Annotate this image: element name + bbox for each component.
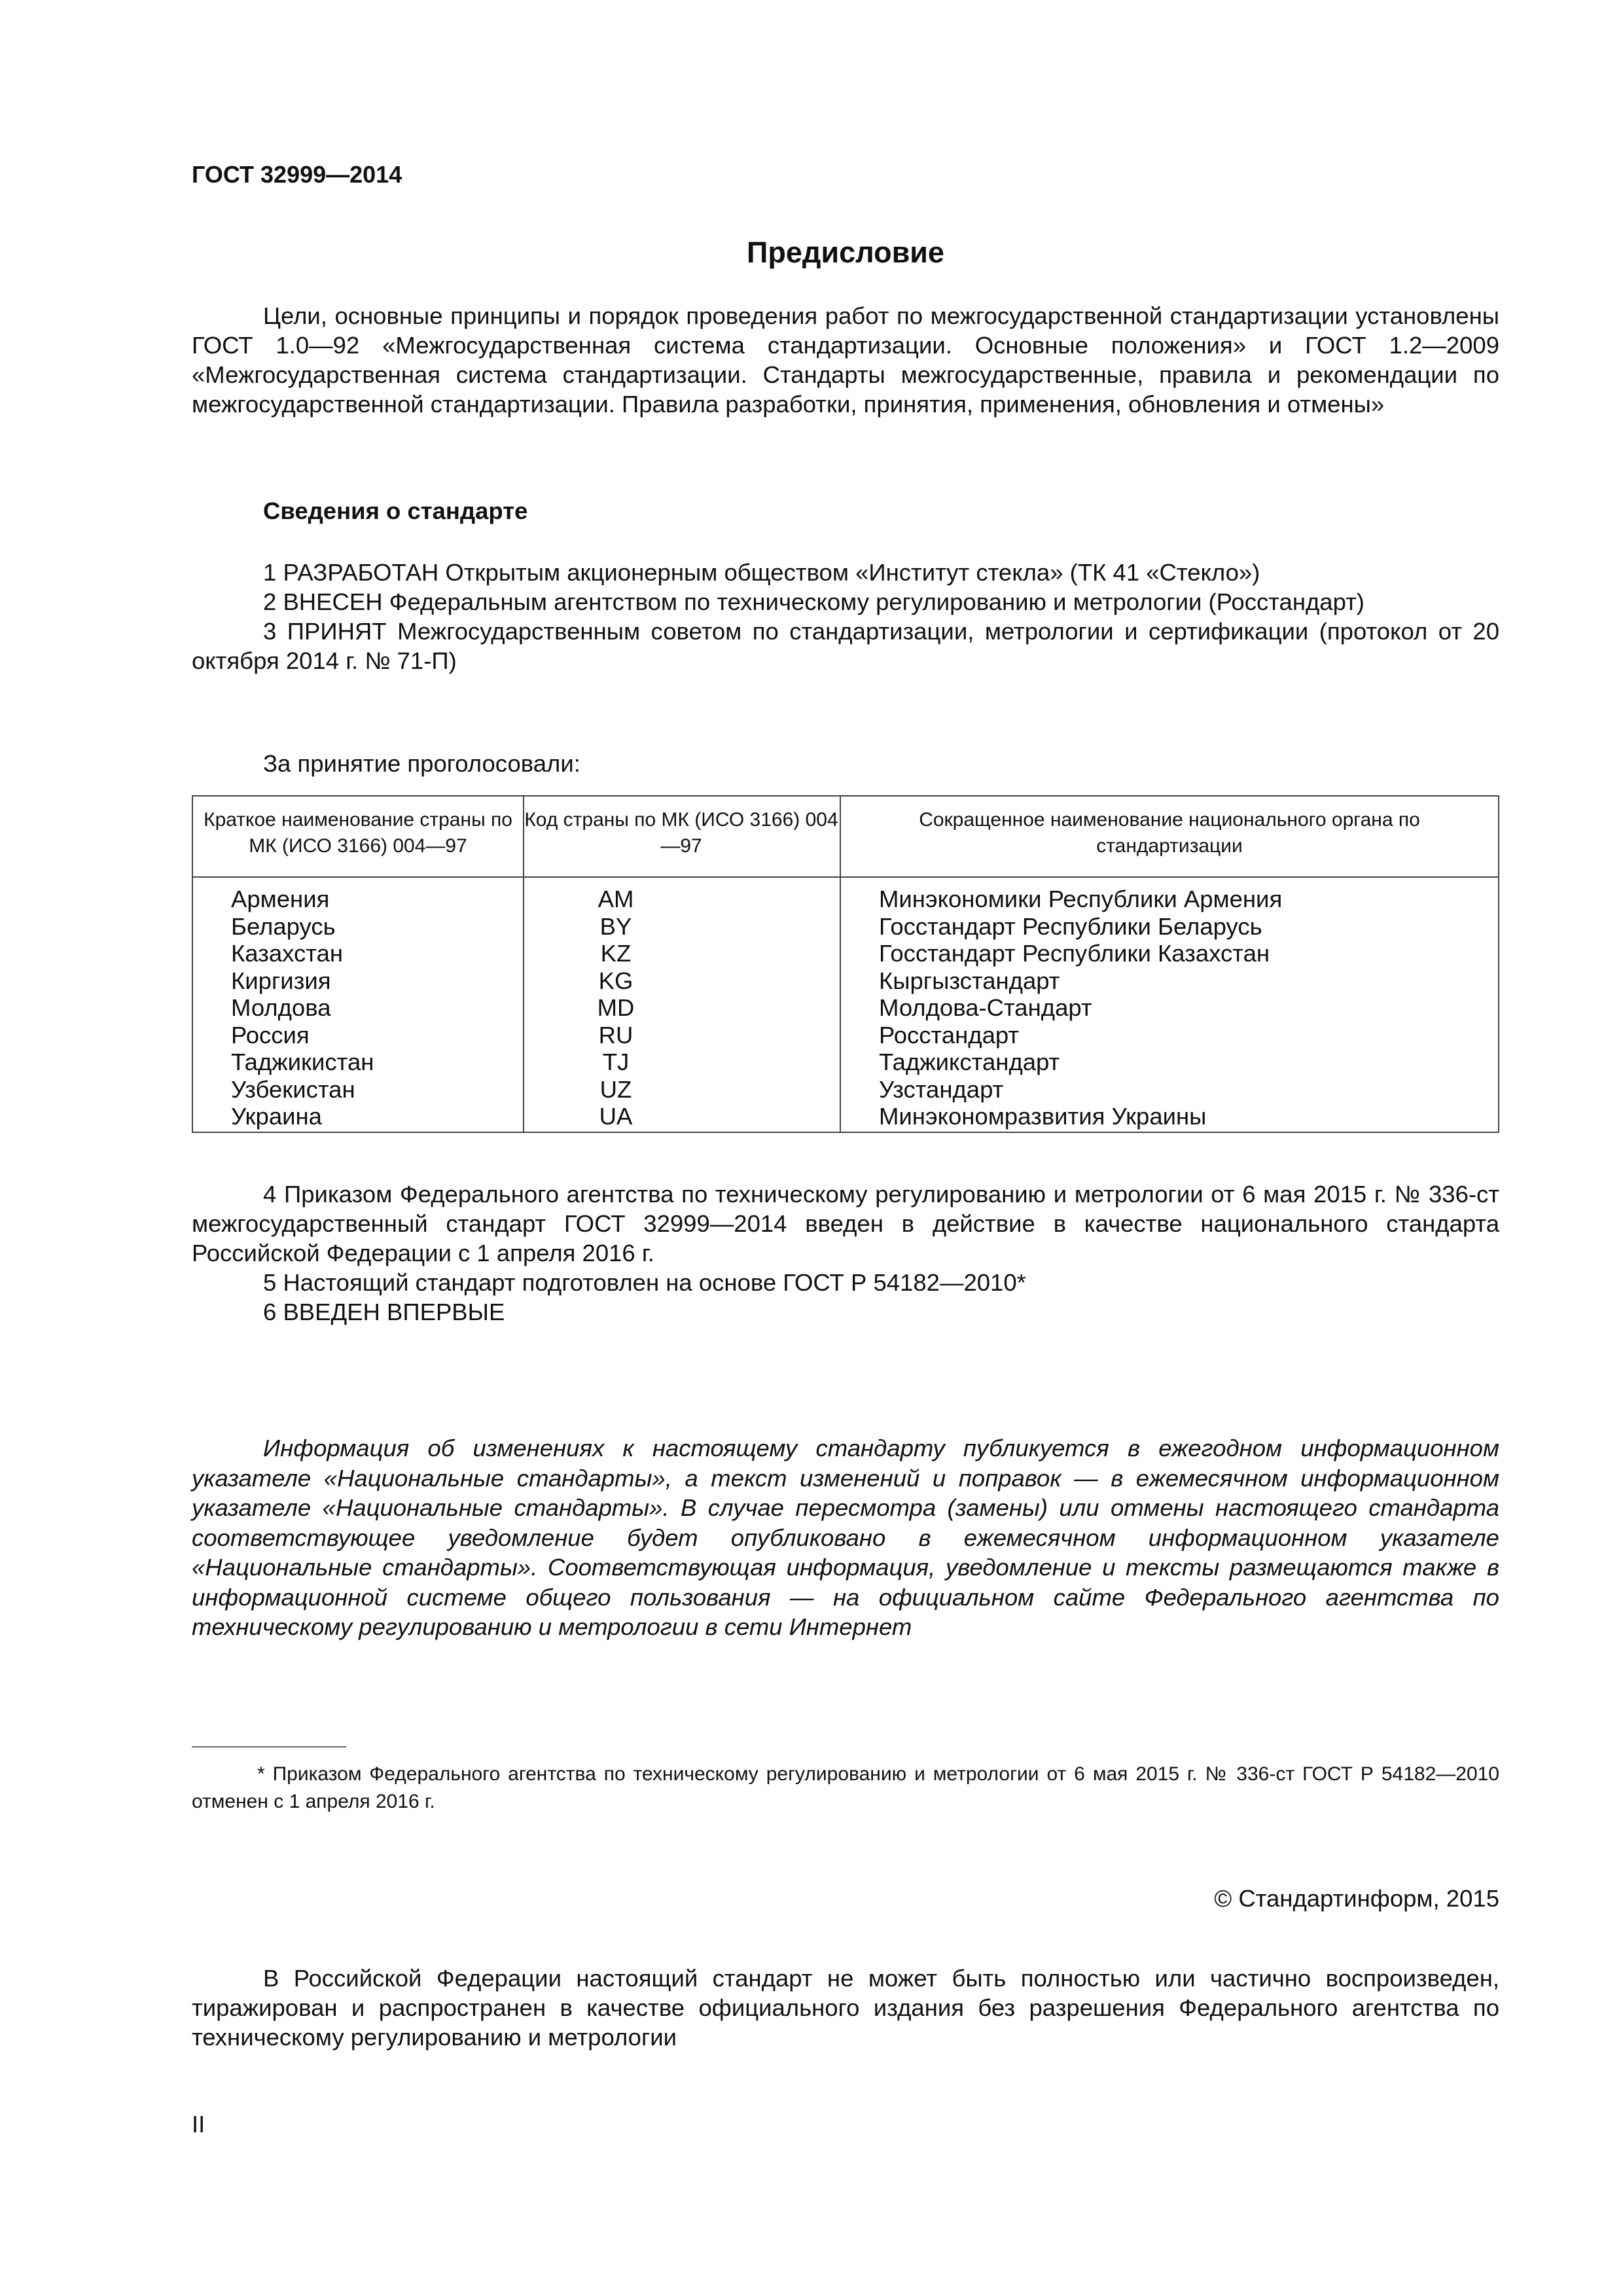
table-header-code: Код страны по МК (ИСО 3166) 004—97 [524, 809, 838, 857]
body-cell: Госстандарт Республики Казахстан [879, 940, 1270, 967]
body-cell: Таджикстандарт [879, 1049, 1060, 1075]
body-cell: Молдова-Стандарт [879, 994, 1092, 1021]
document-code: ГОСТ 32999—2014 [192, 161, 402, 188]
code-cell: BY [599, 912, 632, 940]
code-cell: TJ [602, 1049, 630, 1075]
code-cell: KG [598, 967, 633, 994]
info-items-top [192, 558, 1499, 675]
standard-info-heading: Сведения о стандарте [263, 497, 528, 524]
code-cell: UZ [599, 1075, 632, 1103]
country-cell: Армения [231, 886, 330, 912]
body-cell: Росстандарт [879, 1021, 1020, 1049]
change-info-paragraph: Информация об изменениях к настоящему стандарту публикуется в ежегодном информационном указателе «Национальные стандарты», а текст изменений и поправок — в ежемесячном информационном указателе «Национальные стандарты». В случае пересмотра (замены) или отмены настоящего стандарта соответствующее уведомление будет опубликовано в ежемесячном информационном указателе «Национальные стандарты». Соответствующая информация, уведомление и тексты размещаются также в информационной системе общего пользования — на официальном сайте Федерального агентства по техническому регулированию и метрологии в сети Интернет [192, 1435, 1499, 1640]
country-cell: Молдова [231, 994, 331, 1021]
info-item-2: 2 ВНЕСЕН Федеральным агентством по техническому регулированию и метрологии (Росстандарт) [263, 588, 1364, 615]
info-item-4: 4 Приказом Федерального агентства по техническому регулированию и метрологии от 6 мая 2015 г. № 336-ст межгосударственный стандарт ГОСТ 32999—2014 введен в действие в качестве национального стандарта Российской Федерации с 1 апреля 2016 г. [192, 1181, 1499, 1266]
body-cell: Минэкономики Республики Армения [879, 886, 1283, 912]
info-item-1: 1 РАЗРАБОТАН Открытым акционерным обществом «Институт стекла» (ТК 41 «Стекло») [263, 559, 1260, 586]
table-row [193, 1076, 1498, 1103]
country-cell: Казахстан [231, 940, 344, 967]
table-header [193, 797, 1498, 878]
page-number: II [192, 2111, 205, 2138]
table-row [193, 1022, 1498, 1049]
table-row [193, 913, 1498, 941]
country-cell: Узбекистан [231, 1075, 355, 1103]
intro-section [192, 301, 1499, 419]
info-item-3: 3 ПРИНЯТ Межгосударственным советом по стандартизации, метрологии и сертификации (протокол от 20 октября 2014 г. № 71-П) [192, 618, 1499, 674]
body-cell: Госстандарт Республики Беларусь [879, 912, 1262, 940]
body-cell: Минэкономразвития Украины [879, 1103, 1207, 1130]
table-header-country: Краткое наименование страны по МК (ИСО 3166) 004—97 [204, 809, 512, 857]
table-header-body: Сокращенное наименование национального органа по стандартизации [919, 809, 1420, 857]
country-cell: Беларусь [231, 912, 336, 940]
page-title: Предисловие [747, 236, 944, 269]
copyright-notice: © Стандартинформ, 2015 [1214, 1885, 1499, 1912]
footnote: * Приказом Федерального агентства по техническому регулированию и метрологии от 6 мая 2015 г. № 336-ст ГОСТ Р 54182—2010 отменен с 1 апреля 2016 г. [192, 1763, 1499, 1812]
table-row [193, 1049, 1498, 1076]
code-cell: UA [599, 1103, 633, 1130]
body-cell: Кыргызстандарт [879, 967, 1060, 994]
code-cell: MD [597, 994, 635, 1021]
intro-paragraph: Цели, основные принципы и порядок проведения работ по межгосударственной стандартизации установлены ГОСТ 1.0—92 «Межгосударственная система стандартизации. Основные положения» и ГОСТ 1.2—2009 «Межгосударственная система стандартизации. Стандарты межгосударственные, правила и рекомендации по межгосударственной стандартизации. Правила разработки, принятия, применения, обновления и отмены» [192, 302, 1499, 418]
table-row [193, 967, 1498, 995]
body-cell: Узстандарт [879, 1075, 1004, 1103]
code-cell: AM [597, 886, 634, 912]
country-cell: Россия [231, 1021, 310, 1049]
table-row [193, 940, 1498, 967]
footnote-divider [192, 1746, 346, 1748]
country-cell: Украина [231, 1103, 322, 1130]
code-cell: KZ [600, 940, 632, 967]
vote-table [192, 795, 1499, 1133]
country-cell: Киргизия [231, 967, 331, 994]
info-item-5: 5 Настоящий стандарт подготовлен на основе ГОСТ Р 54182—2010* [263, 1269, 1026, 1296]
vote-label: За принятие проголосовали: [263, 750, 580, 777]
table-row [193, 1103, 1498, 1130]
country-cell: Таджикистан [231, 1049, 374, 1075]
table-row [193, 994, 1498, 1022]
info-item-6: 6 ВВЕДЕН ВПЕРВЫЕ [263, 1299, 505, 1325]
rights-notice: В Российской Федерации настоящий стандарт не может быть полностью или частично воспроизведен, тиражирован и распространен в качестве официального издания без разрешения Федерального агентства по техническому регулированию и метрологии [192, 1965, 1499, 2051]
table-body [193, 886, 1498, 1130]
info-items-bottom [192, 1179, 1499, 1327]
code-cell: RU [598, 1021, 633, 1049]
table-row [193, 886, 1498, 913]
